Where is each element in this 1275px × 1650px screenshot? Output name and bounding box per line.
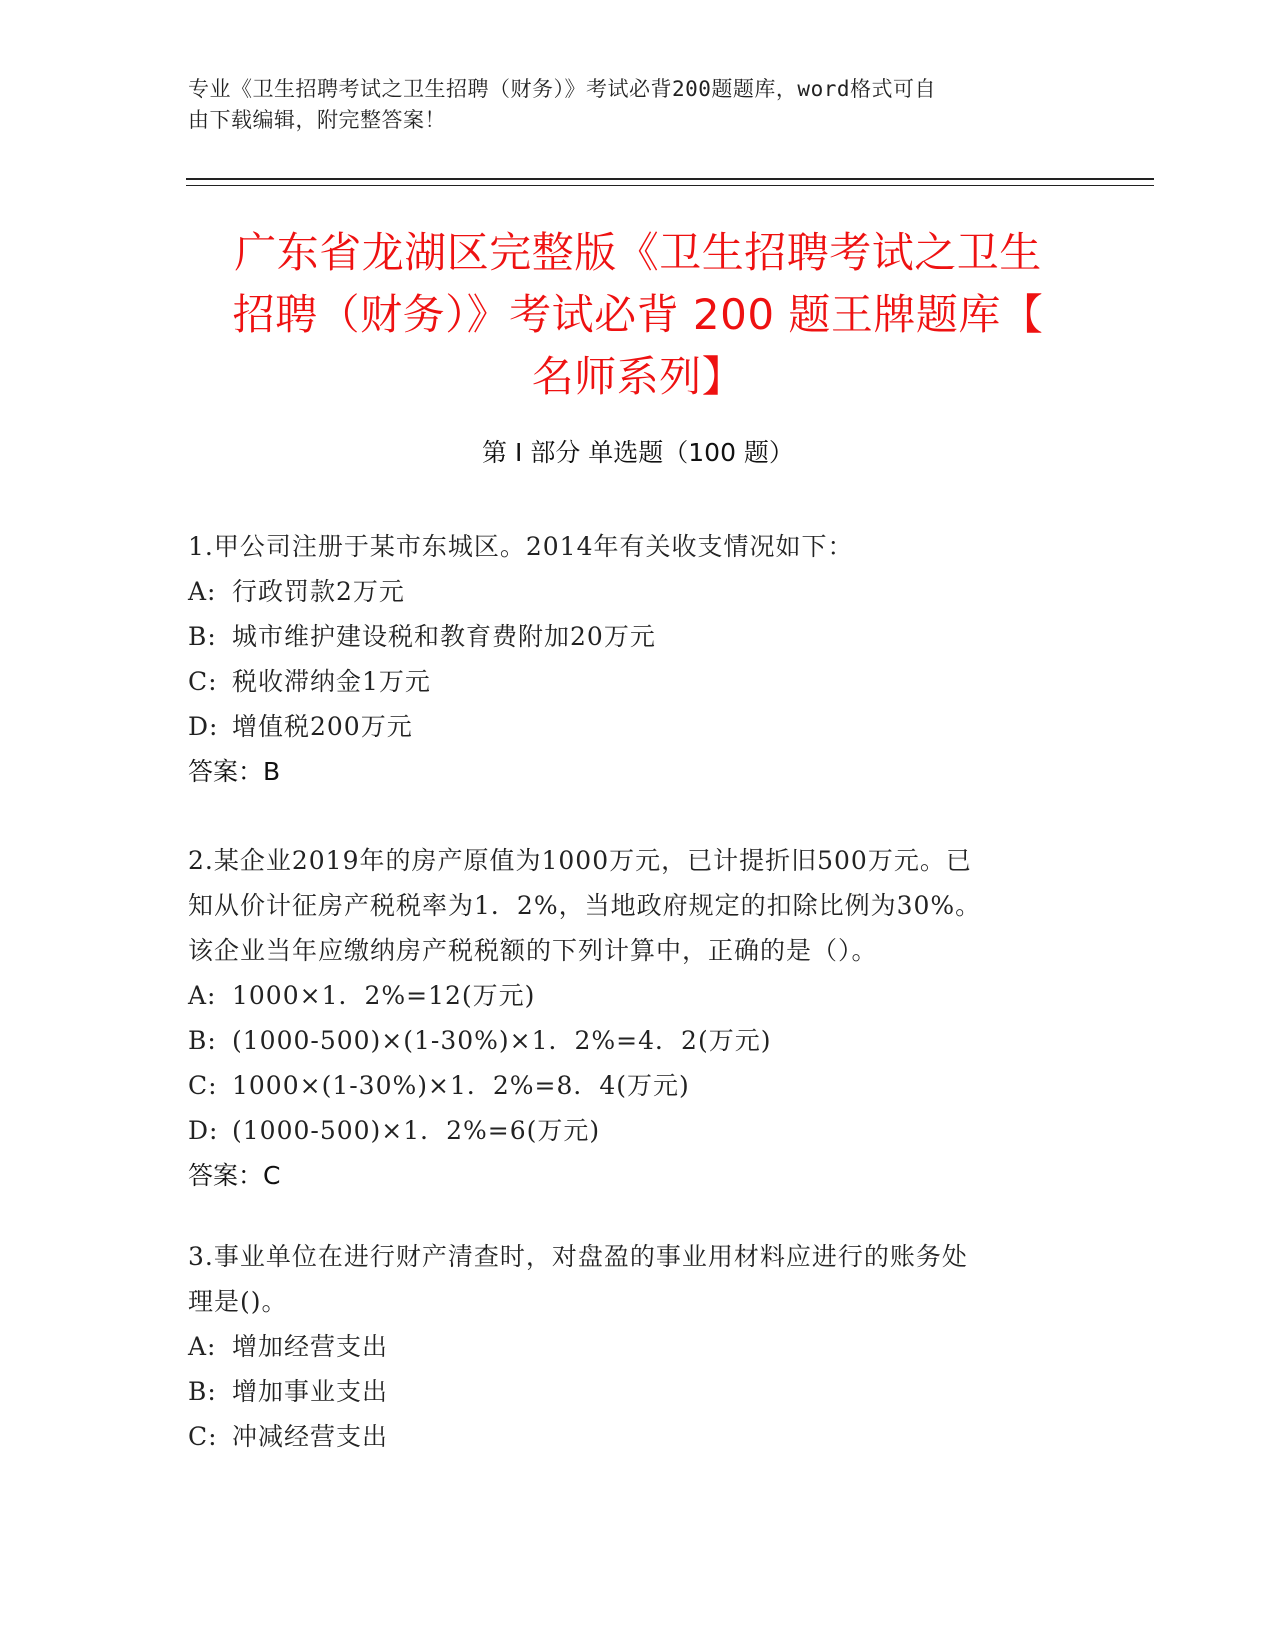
option-key: A:	[188, 1332, 217, 1361]
question-stem-line: 知从价计征房产税税率为1．2%，当地政府规定的扣除比例为30%。	[188, 891, 982, 920]
option-key: C:	[188, 1071, 218, 1100]
header-note-line: 专业《卫生招聘考试之卫生招聘（财务）》考试必背200题题库，word格式可自	[188, 77, 936, 101]
option-text: 1000×1．2%=12(万元)	[232, 981, 536, 1010]
header-note	[188, 74, 1088, 136]
option-a	[188, 973, 1068, 1018]
question-1	[188, 524, 1068, 794]
header-divider-thin	[186, 185, 1154, 186]
option-text: (1000-500)×(1-30%)×1．2%=4．2(万元)	[232, 1026, 772, 1055]
option-a	[188, 569, 1068, 614]
option-key: B:	[188, 622, 217, 651]
option-text: 冲减经营支出	[232, 1422, 389, 1451]
option-key: D:	[188, 712, 219, 741]
option-d	[188, 1108, 1068, 1153]
option-text: 城市维护建设税和教育费附加20万元	[232, 622, 656, 651]
option-text: 增值税200万元	[232, 712, 413, 741]
option-text: 1000×(1-30%)×1．2%=8．4(万元)	[232, 1071, 690, 1100]
option-d	[188, 704, 1068, 749]
question-stem-line: 该企业当年应缴纳房产税税额的下列计算中，正确的是（）。	[188, 936, 878, 965]
document-title	[188, 222, 1088, 408]
option-b	[188, 1369, 1068, 1414]
option-c	[188, 1414, 1068, 1459]
answer-label: 答案：B	[188, 757, 281, 786]
document-title-line: 广东省龙湖区完整版《卫生招聘考试之卫生	[234, 228, 1042, 277]
document-title-line: 名师系列】	[531, 352, 745, 401]
option-key: A:	[188, 981, 217, 1010]
option-text: 增加经营支出	[232, 1332, 389, 1361]
question-2	[188, 838, 1068, 1198]
section-title: 第 I 部分 单选题（100 题）	[482, 438, 794, 467]
option-key: D:	[188, 1116, 219, 1145]
document-title-line: 招聘（财务）》考试必背 200 题王牌题库【	[232, 290, 1044, 339]
option-key: A:	[188, 577, 217, 606]
option-a	[188, 1324, 1068, 1369]
header-divider	[186, 178, 1154, 180]
option-b	[188, 1018, 1068, 1063]
answer-label: 答案：C	[188, 1161, 281, 1190]
question-stem-line: 理是()。	[188, 1287, 288, 1316]
header-note-line: 由下载编辑，附完整答案！	[188, 108, 446, 132]
question-stem-line: 3.事业单位在进行财产清查时，对盘盈的事业用材料应进行的账务处	[188, 1242, 968, 1271]
option-c	[188, 659, 1068, 704]
option-key: C:	[188, 1422, 218, 1451]
option-key: B:	[188, 1377, 217, 1406]
option-c	[188, 1063, 1068, 1108]
option-text: 增加事业支出	[232, 1377, 389, 1406]
question-stem-line: 2.某企业2019年的房产原值为1000万元，已计提折旧500万元。已	[188, 846, 972, 875]
option-key: B:	[188, 1026, 217, 1055]
option-b	[188, 614, 1068, 659]
option-text: (1000-500)×1．2%=6(万元)	[232, 1116, 601, 1145]
question-3	[188, 1234, 1068, 1459]
question-stem: 1.甲公司注册于某市东城区。2014年有关收支情况如下：	[188, 532, 854, 561]
option-key: C:	[188, 667, 218, 696]
option-text: 行政罚款2万元	[232, 577, 405, 606]
option-text: 税收滞纳金1万元	[232, 667, 431, 696]
